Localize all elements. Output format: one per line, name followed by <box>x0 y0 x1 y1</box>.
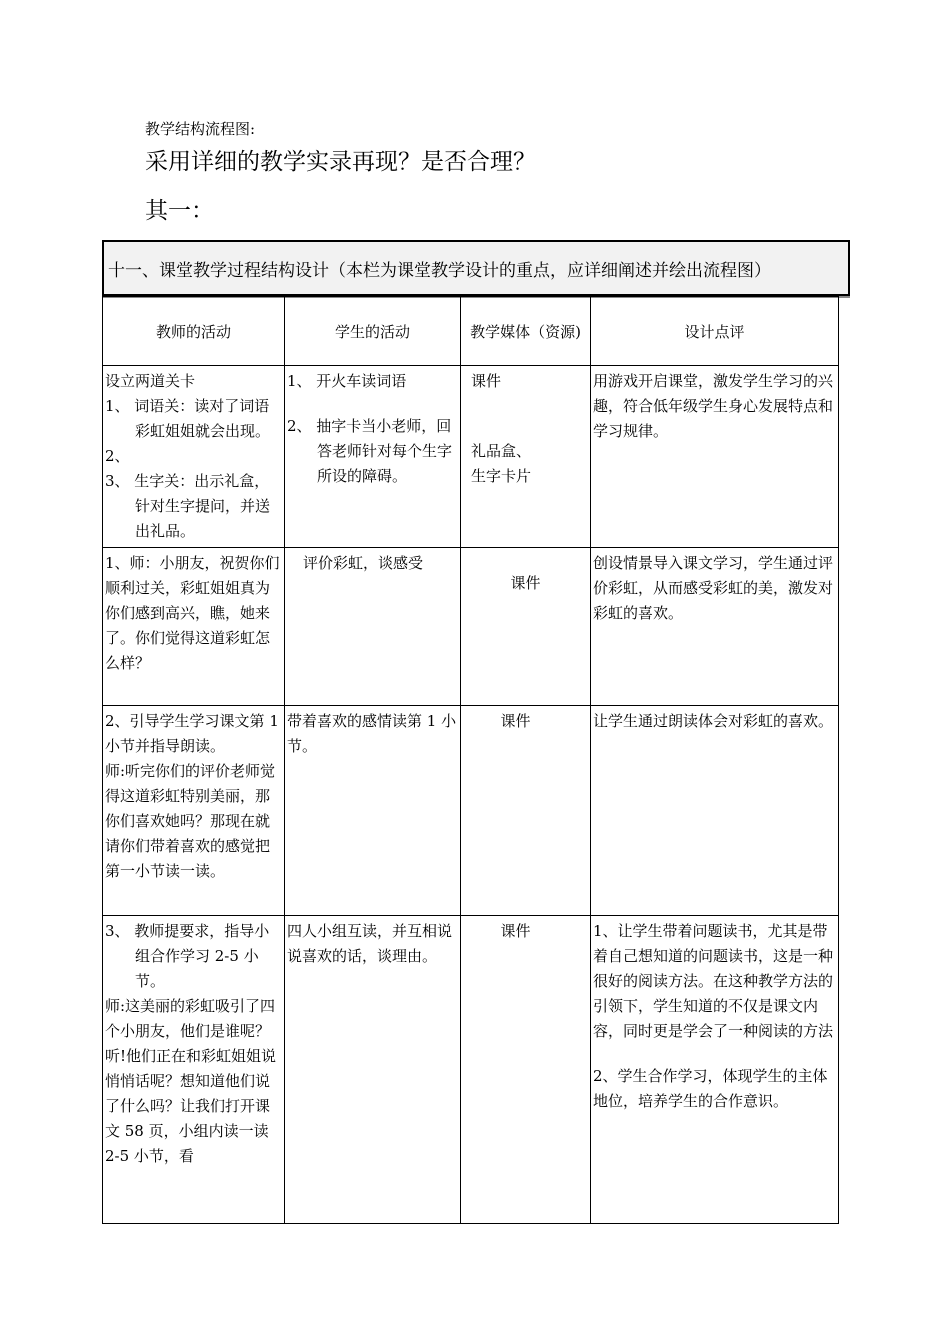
cell-line: 2、引导学生学习课文第 1 小节并指导朗读。 <box>105 712 279 755</box>
media-cell <box>461 706 591 916</box>
comment-cell <box>591 366 839 548</box>
teacher-cell <box>103 366 285 548</box>
cell-line: 课件 <box>500 712 531 730</box>
top-label: 教学结构流程图: <box>145 120 256 138</box>
cell-line: 四人小组互读，并互相说说喜欢的话，谈理由。 <box>287 922 453 965</box>
cell-line: 1、师：小朋友，祝贺你们顺利过关，彩虹姐姐真为你们感到高兴，瞧，她来了。你们觉得这道彩虹怎么样？ <box>105 554 280 672</box>
student-cell <box>285 548 461 706</box>
student-cell <box>285 366 461 548</box>
cell-line: 师:听完你们的评价老师觉得这道彩虹特别美丽，那你们喜欢她吗？那现在就请你们带着喜欢的感觉把第一小节读一读。 <box>105 762 276 880</box>
cell-line: 1、让学生带着问题读书，尤其是带着自己想知道的问题读书，这是一种很好的阅读方法。在这种教学方法的引领下，学生知道的不仅是课文内容，同时更是学会了一种阅读的方法 <box>593 922 834 1040</box>
cell-line: 让学生通过朗读体会对彩虹的喜欢。 <box>593 712 834 730</box>
teacher-cell <box>103 706 285 916</box>
table-header-row <box>103 297 839 366</box>
cell-line: 1、 词语关：读对了词语彩虹姐姐就会出现。 <box>105 397 271 440</box>
cell-line: 3、 生字关：出示礼盒，针对生字提问，并送出礼品。 <box>105 472 271 540</box>
student-cell <box>285 916 461 1224</box>
cell-line: 用游戏开启课堂，激发学生学习的兴趣，符合低年级学生身心发展特点和学习规律。 <box>593 372 834 440</box>
media-cell <box>461 916 591 1224</box>
media-cell <box>461 366 591 548</box>
lesson-table <box>102 296 839 1224</box>
cell-line: 1、 开火车读词语 <box>287 372 407 390</box>
cell-line: 2、 <box>105 447 130 465</box>
cell-line: 设立两道关卡 <box>105 372 196 390</box>
cell-line: 课件 <box>500 922 531 940</box>
teacher-cell <box>103 916 285 1224</box>
media-cell <box>461 548 591 706</box>
question-heading: 采用详细的教学实录再现？是否合理？ <box>145 149 536 175</box>
header-media: 教学媒体（资源) <box>461 297 591 366</box>
student-cell <box>285 706 461 916</box>
cell-line: 3、 教师提要求，指导小组合作学习 2-5 小节。 <box>105 922 270 990</box>
teacher-cell <box>103 548 285 706</box>
table-row <box>103 916 839 1224</box>
cell-line: 师:这美丽的彩虹吸引了四个小朋友，他们是谁呢？听!他们正在和彩虹姐姐说悄悄话呢？想知道他们说了什么吗？让我们打开课文 58 页，小组内读一读 2-5 小节，看 <box>105 997 277 1165</box>
header-student: 学生的活动 <box>285 297 461 366</box>
section-title: 十一、课堂教学过程结构设计（本栏为课堂教学设计的重点，应详细阐述并绘出流程图） <box>102 240 850 296</box>
comment-cell <box>591 916 839 1224</box>
table-row <box>103 706 839 916</box>
cell-line: 2、 抽字卡当小老师，回答老师针对每个生字所设的障碍。 <box>287 417 453 485</box>
cell-line: 评价彩虹，谈感受 <box>303 554 424 572</box>
comment-cell <box>591 548 839 706</box>
cell-line: 2、学生合作学习，体现学生的主体地位，培养学生的合作意识。 <box>593 1067 828 1110</box>
cell-line: 课件 <box>471 372 502 390</box>
table-row <box>103 548 839 706</box>
cell-line: 创设情景导入课文学习，学生通过评价彩虹，从而感受彩虹的美，激发对彩虹的喜欢。 <box>593 554 834 622</box>
header-teacher: 教师的活动 <box>103 297 285 366</box>
cell-line: 礼品盒、 <box>471 442 532 460</box>
section-title-box <box>102 240 850 296</box>
subheading: 其一： <box>145 198 214 224</box>
cell-line: 生字卡片 <box>471 467 532 485</box>
cell-line: 课件 <box>510 574 541 592</box>
cell-line: 带着喜欢的感情读第 1 小节。 <box>287 712 457 755</box>
header-comment: 设计点评 <box>591 297 839 366</box>
comment-cell <box>591 706 839 916</box>
table-row <box>103 366 839 548</box>
